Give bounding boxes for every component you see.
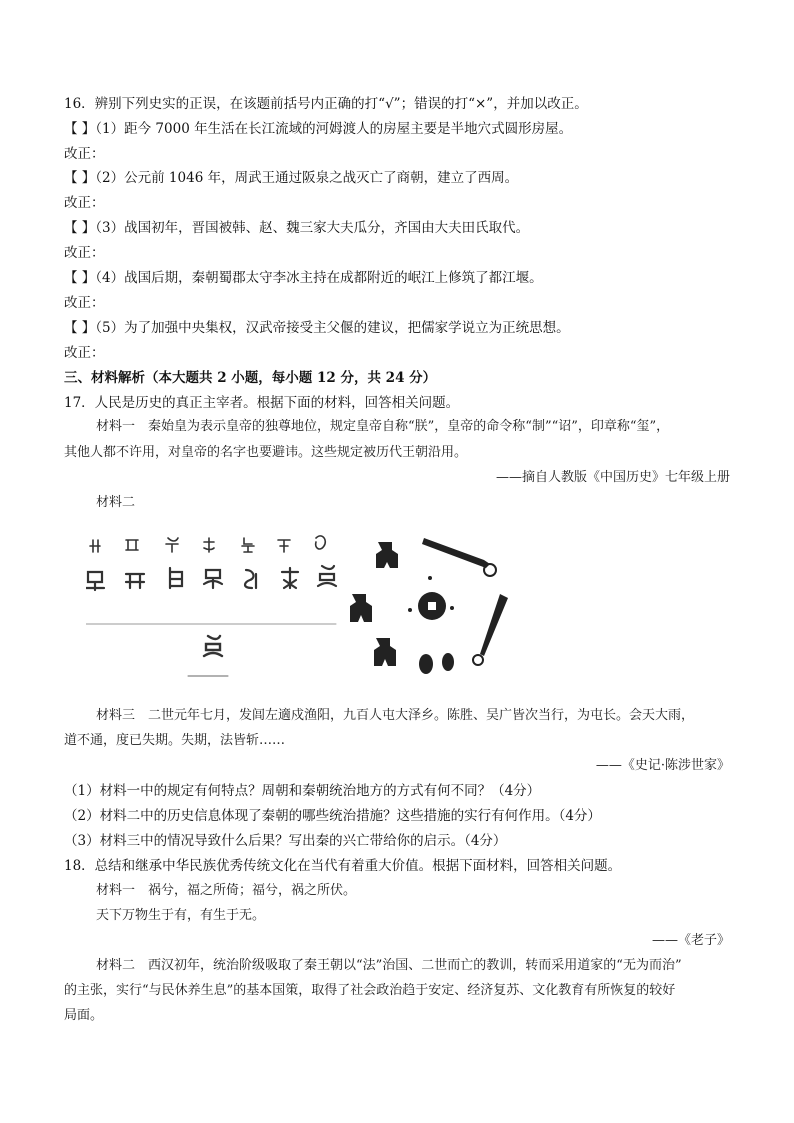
q17-question-2: （2）材料二中的历史信息体现了秦朝的哪些统治措施？这些措施的实行有何作用。（4分） [64,808,601,824]
correction-label: 改正： [64,245,105,261]
q17-material1-line1: 材料一 秦始皇为表示皇帝的独尊地位，规定皇帝自称“朕”，皇帝的命令称“制”“诏”，印章称“玺”， [96,419,670,434]
q16-item-4: 【 】（4）战国后期，秦朝蜀郡太守李冰主持在成都附近的岷江上修筑了都江堰。 [64,270,543,286]
q18-stem: 18．总结和继承中华民族优秀传统文化在当代有着重大价值。根据下面材料，回答相关问题。 [64,858,622,874]
q18-material1-source: ——《老子》 [651,933,730,948]
answer-bracket[interactable]: 【 】 [64,220,96,236]
q18-material2-line2: 的主张，实行“与民休养生息”的基本国策，取得了社会政治趋于安定、经济复苏、文化教育有所恢复的较好 [64,983,676,998]
q18-material2-line3: 局面。 [64,1008,104,1023]
q17-material2-label: 材料二 [96,495,136,510]
q16-item-2: 【 】（2）公元前 1046 年，周武王通过阪泉之战灭亡了商朝，建立了西周。 [64,170,519,186]
answer-bracket[interactable]: 【 】 [64,170,96,186]
q18-material1-line1: 材料一 祸兮，福之所倚；福兮，祸之所伏。 [96,883,357,898]
q17-question-3: （3）材料三中的情况导致什么后果？写出秦的兴亡带给你的启示。（4分） [64,833,507,849]
answer-bracket[interactable]: 【 】 [64,320,96,336]
q17-material3-line2: 道不通，度已失期。失期，法皆斩…… [64,733,286,748]
q17-question-1: （1）材料一中的规定有何特点？周朝和秦朝统治地方的方式有何不同？（4分） [64,783,541,799]
q17-stem: 17．人民是历史的真正主宰者。根据下面的材料，回答相关问题。 [64,395,460,411]
correction-label: 改正： [64,146,105,162]
answer-bracket[interactable]: 【 】 [64,270,96,286]
q16-stem: 16．辨别下列史实的正误，在该题前括号内正确的打“√”；错误的打“×”，并加以改正。 [64,96,588,112]
q18-material2-line1: 材料二 西汉初年，统治阶级吸取了秦王朝以“法”治国、二世而亡的教训，转而采用道家的“无为而治” [96,958,682,973]
q16-item-5: 【 】（5）为了加强中央集权，汉武帝接受主父偃的建议，把儒家学说立为正统思想。 [64,320,570,336]
correction-label: 改正： [64,295,105,311]
q16-item-3: 【 】（3）战国初年，晋国被韩、赵、魏三家大夫瓜分，齐国由大夫田氏取代。 [64,220,530,236]
q17-material3-line1: 材料三 二世元年七月，发闾左適戍渔阳，九百人屯大泽乡。陈胜、吴广皆次当行，为屯长。会天大雨， [96,708,695,723]
q17-material1-source: ——摘自人教版《中国历史》七年级上册 [495,470,730,485]
q17-material1-line2: 其他人都不许用，对皇帝的名字也要避讳。这些规定被历代王朝沿用。 [64,445,468,460]
correction-label: 改正： [64,195,105,211]
section-heading: 三、材料解析（本大题共 2 小题，每小题 12 分，共 24 分） [64,370,437,386]
coins-weights-figure [340,528,520,688]
q18-material1-line2: 天下万物生于有，有生于无。 [96,908,266,923]
q17-material3-source: ——《史记·陈涉世家》 [595,758,730,773]
correction-label: 改正： [64,345,105,361]
q16-item-1: 【 】（1）距今 7000 年生活在长江流域的河姆渡人的房屋主要是半地穴式圆形房屋。 [64,121,573,137]
answer-bracket[interactable]: 【 】 [64,121,96,137]
